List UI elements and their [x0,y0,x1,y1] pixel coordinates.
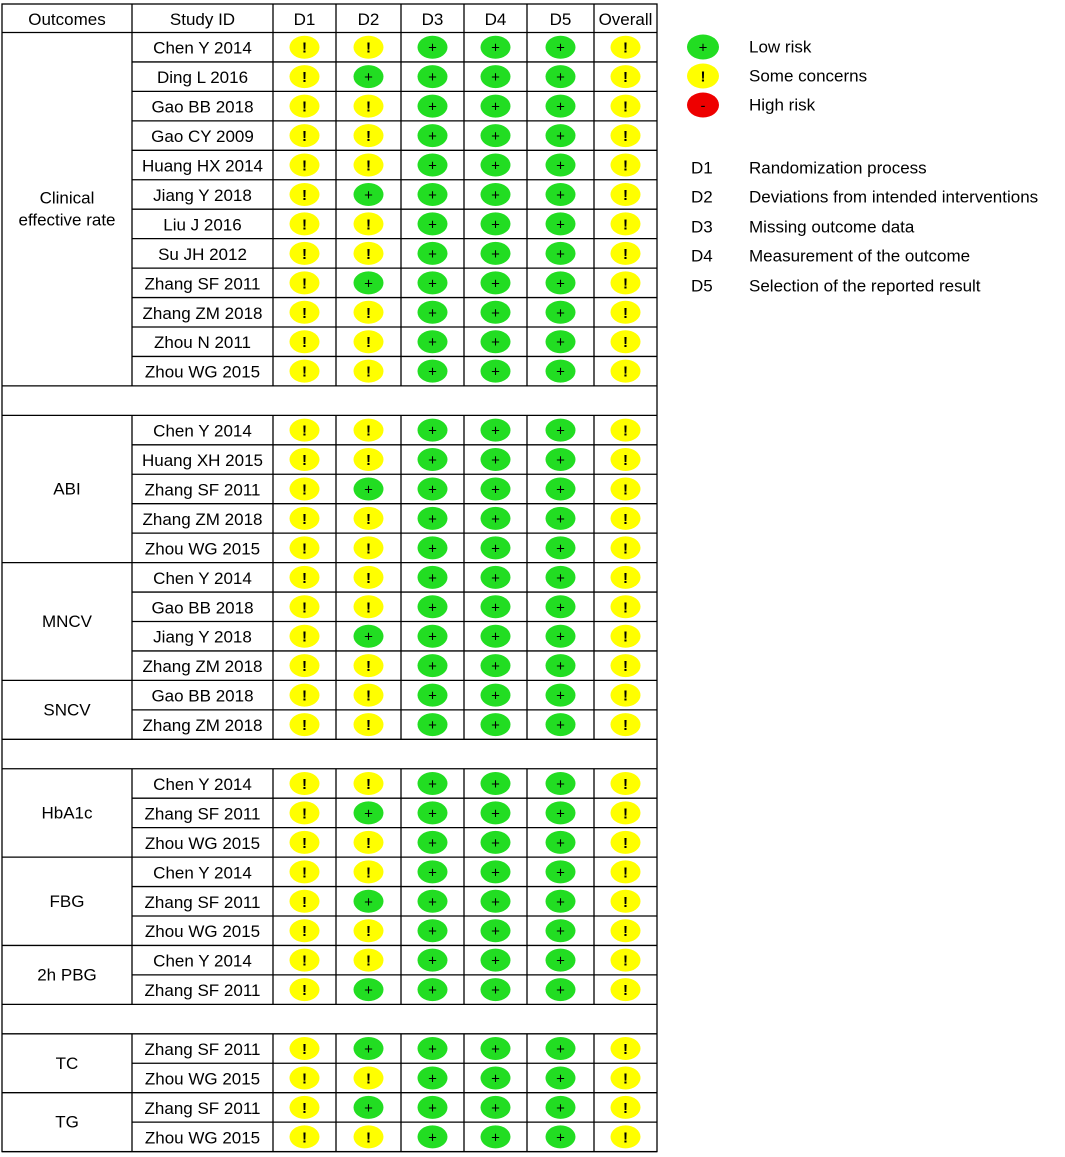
judgement-symbol: + [491,304,500,322]
legend [687,35,1038,296]
judgement-symbol: + [428,864,437,882]
judgement-symbol: + [491,422,500,440]
judgement-symbol: ! [623,834,628,852]
judgement-symbol: + [491,805,500,823]
legend-label-some: Some concerns [749,66,868,86]
judgement-symbol: ! [623,275,628,293]
legend-label-low: Low risk [749,37,812,57]
judgement-symbol: ! [302,334,307,352]
judgement-symbol: ! [623,216,628,234]
judgement-symbol: + [556,422,565,440]
judgement-symbol: + [556,805,565,823]
judgement-symbol: + [556,186,565,204]
judgement-symbol: ! [623,304,628,322]
judgement-symbol: + [491,1041,500,1059]
judgement-symbol: ! [623,982,628,1000]
legend-symbol: ! [700,68,706,86]
study-id-label: Gao BB 2018 [151,686,254,706]
judgement-symbol: ! [302,186,307,204]
judgement-symbol: + [364,982,373,1000]
judgement-symbol: ! [623,540,628,558]
judgement-symbol: + [491,1070,500,1088]
study-id-label: Zhou WG 2015 [144,362,261,382]
judgement-symbol: + [428,717,437,735]
outcome-group [2,563,657,681]
study-id-label: Zhang ZM 2018 [142,509,263,529]
column-header-overall: Overall [598,9,653,29]
column-header-d2: D2 [357,9,380,29]
judgement-symbol: + [556,157,565,175]
judgement-symbol: ! [366,540,371,558]
study-id-label: Zhou WG 2015 [144,1069,261,1089]
judgement-symbol: + [364,1099,373,1117]
judgement-symbol: ! [302,304,307,322]
outcome-group [2,857,657,945]
judgement-symbol: + [491,510,500,528]
judgement-symbol: + [491,658,500,676]
study-id-label: Chen Y 2014 [153,863,252,883]
judgement-symbol: + [491,1129,500,1147]
judgement-symbol: + [556,540,565,558]
judgement-symbol: + [491,363,500,381]
study-id-label: Chen Y 2014 [153,774,252,794]
study-id-label: Chen Y 2014 [153,568,252,588]
judgement-symbol: ! [623,481,628,499]
judgement-symbol: + [428,540,437,558]
judgement-symbol: + [556,864,565,882]
judgement-symbol: + [491,540,500,558]
judgement-symbol: + [556,717,565,735]
legend-domain-code: D4 [691,246,713,266]
outcome-group [2,1034,657,1093]
outcome-label: ABI [53,479,81,499]
judgement-symbol: + [364,186,373,204]
study-id-label: Zhang SF 2011 [144,1098,261,1118]
study-id-label: Zhang ZM 2018 [142,303,263,323]
legend-domain-code: D1 [691,158,713,178]
judgement-symbol: ! [366,599,371,617]
judgement-symbol: ! [302,510,307,528]
judgement-symbol: ! [302,717,307,735]
judgement-symbol: ! [366,952,371,970]
outcome-group [2,415,657,562]
judgement-symbol: ! [623,69,628,87]
judgement-symbol: + [556,363,565,381]
judgement-symbol: + [491,452,500,470]
judgement-symbol: ! [623,422,628,440]
outcome-label: FBG [49,891,85,911]
study-id-label: Zhang SF 2011 [144,1040,261,1060]
outcome-label: Clinical [39,188,95,208]
judgement-symbol: ! [623,39,628,57]
judgement-symbol: ! [623,1099,628,1117]
column-header-outcomes: Outcomes [28,9,106,29]
judgement-symbol: + [428,805,437,823]
judgement-symbol: + [556,628,565,646]
judgement-symbol: ! [366,363,371,381]
judgement-symbol: + [428,923,437,941]
judgement-symbol: ! [623,1041,628,1059]
judgement-symbol: + [428,1099,437,1117]
judgement-symbol: ! [302,1129,307,1147]
judgement-symbol: + [428,687,437,705]
judgement-symbol: ! [302,569,307,587]
judgement-symbol: + [556,452,565,470]
judgement-symbol: + [428,893,437,911]
judgement-symbol: ! [302,98,307,116]
judgement-symbol: ! [623,569,628,587]
judgement-symbol: ! [623,1070,628,1088]
judgement-symbol: + [428,452,437,470]
judgement-symbol: ! [366,216,371,234]
judgement-symbol: ! [302,982,307,1000]
judgement-symbol: + [428,1129,437,1147]
judgement-symbol: ! [623,952,628,970]
judgement-symbol: ! [366,775,371,793]
judgement-symbol: + [364,893,373,911]
judgement-symbol: + [556,334,565,352]
judgement-symbol: ! [302,245,307,263]
judgement-symbol: ! [302,952,307,970]
study-id-label: Gao CY 2009 [151,127,254,147]
judgement-symbol: + [428,599,437,617]
outcome-group [2,945,657,1004]
judgement-symbol: + [556,599,565,617]
judgement-symbol: + [491,923,500,941]
judgement-symbol: ! [366,834,371,852]
judgement-symbol: + [491,69,500,87]
legend-label-high: High risk [749,95,816,115]
judgement-symbol: + [428,245,437,263]
study-id-label: Gao BB 2018 [151,598,254,618]
study-id-label: Chen Y 2014 [153,38,252,58]
judgement-symbol: + [428,982,437,1000]
judgement-symbol: ! [623,687,628,705]
study-id-label: Zhang ZM 2018 [142,716,263,736]
judgement-symbol: ! [623,893,628,911]
judgement-symbol: + [428,128,437,146]
judgement-symbol: + [428,39,437,57]
judgement-symbol: + [491,186,500,204]
legend-domain-code: D2 [691,187,713,207]
judgement-symbol: + [491,98,500,116]
judgement-symbol: + [491,128,500,146]
judgement-symbol: ! [302,481,307,499]
outcome-label: SNCV [43,700,91,720]
judgement-symbol: + [428,510,437,528]
judgement-symbol: + [556,128,565,146]
risk-of-bias-table [2,4,657,1152]
judgement-symbol: ! [623,157,628,175]
judgement-symbol: ! [302,775,307,793]
judgement-symbol: ! [623,334,628,352]
study-id-label: Jiang Y 2018 [153,627,252,647]
judgement-symbol: ! [302,216,307,234]
judgement-symbol: + [428,628,437,646]
study-id-label: Jiang Y 2018 [153,185,252,205]
judgement-symbol: + [364,481,373,499]
legend-domain-code: D3 [691,217,713,237]
judgement-symbol: ! [302,39,307,57]
judgement-symbol: ! [623,245,628,263]
outcome-group [2,680,657,739]
judgement-symbol: + [491,864,500,882]
study-id-label: Zhang SF 2011 [144,981,261,1001]
judgement-symbol: ! [302,1041,307,1059]
judgement-symbol: ! [623,98,628,116]
judgement-symbol: + [556,481,565,499]
judgement-symbol: ! [623,864,628,882]
judgement-symbol: ! [302,864,307,882]
judgement-symbol: + [556,39,565,57]
judgement-symbol: ! [623,363,628,381]
judgement-symbol: + [556,1129,565,1147]
column-header-d4: D4 [484,9,507,29]
judgement-symbol: + [556,245,565,263]
judgement-symbol: + [428,1070,437,1088]
study-id-label: Zhou WG 2015 [144,833,261,853]
judgement-symbol: + [491,275,500,293]
legend-domain-label: Selection of the reported result [749,276,981,296]
judgement-symbol: + [428,275,437,293]
judgement-symbol: + [556,1041,565,1059]
judgement-symbol: ! [366,98,371,116]
judgement-symbol: ! [623,599,628,617]
judgement-symbol: ! [302,893,307,911]
legend-domain-label: Missing outcome data [749,217,915,237]
judgement-symbol: ! [366,864,371,882]
legend-domain-label: Measurement of the outcome [749,246,971,266]
judgement-symbol: + [491,687,500,705]
judgement-symbol: ! [366,569,371,587]
study-id-label: Huang HX 2014 [142,156,263,176]
judgement-symbol: ! [623,1129,628,1147]
judgement-symbol: + [428,834,437,852]
judgement-symbol: ! [302,1070,307,1088]
study-id-label: Chen Y 2014 [153,951,252,971]
judgement-symbol: ! [302,157,307,175]
legend-symbol: + [698,39,708,57]
judgement-symbol: ! [623,775,628,793]
outcome-group [2,769,657,857]
judgement-symbol: + [428,157,437,175]
judgement-symbol: + [556,569,565,587]
legend-domain-code: D5 [691,276,713,296]
judgement-symbol: + [556,275,565,293]
study-id-label: Zhang ZM 2018 [142,657,263,677]
study-id-label: Chen Y 2014 [153,421,252,441]
outcome-label: TG [55,1112,79,1132]
outcome-label: effective rate [18,210,116,230]
judgement-symbol: + [556,775,565,793]
judgement-symbol: + [556,893,565,911]
study-id-label: Zhang SF 2011 [144,804,261,824]
judgement-symbol: ! [302,923,307,941]
judgement-symbol: + [556,687,565,705]
legend-domain-label: Randomization process [749,158,927,178]
judgement-symbol: + [491,628,500,646]
judgement-symbol: ! [366,717,371,735]
judgement-symbol: + [364,275,373,293]
judgement-symbol: + [491,157,500,175]
judgement-symbol: ! [623,923,628,941]
judgement-symbol: + [428,334,437,352]
judgement-symbol: + [428,186,437,204]
judgement-symbol: ! [623,186,628,204]
judgement-symbol: + [491,834,500,852]
judgement-symbol: + [428,98,437,116]
study-id-label: Ding L 2016 [156,68,249,88]
outcome-label: MNCV [41,612,93,631]
legend-symbol: - [700,97,706,115]
judgement-symbol: + [364,1041,373,1059]
judgement-symbol: + [491,481,500,499]
judgement-symbol: + [491,599,500,617]
judgement-symbol: ! [623,628,628,646]
judgement-symbol: ! [366,687,371,705]
judgement-symbol: ! [366,39,371,57]
study-id-label: Zhang SF 2011 [144,892,261,912]
legend-domain-label: Deviations from intended interventions [749,187,1039,207]
judgement-symbol: ! [623,510,628,528]
judgement-symbol: ! [366,128,371,146]
judgement-symbol: ! [302,128,307,146]
outcome-label: HbA1c [41,803,93,823]
study-id-label: Su JH 2012 [158,244,247,264]
study-id-label: Zhang SF 2011 [144,274,261,294]
judgement-symbol: ! [366,510,371,528]
judgement-symbol: + [556,923,565,941]
judgement-symbol: ! [302,628,307,646]
judgement-symbol: + [556,216,565,234]
judgement-symbol: ! [302,422,307,440]
judgement-symbol: ! [366,422,371,440]
judgement-symbol: ! [366,1070,371,1088]
judgement-symbol: ! [623,128,628,146]
judgement-symbol: + [364,69,373,87]
outcome-group [2,33,657,386]
judgement-symbol: ! [302,1099,307,1117]
column-header-d3: D3 [421,9,444,29]
judgement-symbol: + [428,363,437,381]
judgement-symbol: ! [302,599,307,617]
outcome-group [2,1093,657,1152]
judgement-symbol: ! [302,658,307,676]
judgement-symbol: + [556,1070,565,1088]
judgement-symbol: + [491,334,500,352]
judgement-symbol: + [428,216,437,234]
judgement-symbol: + [428,69,437,87]
column-header-d5: D5 [549,9,572,29]
judgement-symbol: + [556,304,565,322]
judgement-symbol: + [491,893,500,911]
judgement-symbol: + [428,304,437,322]
judgement-symbol: ! [366,334,371,352]
column-header-d1: D1 [293,9,316,29]
judgement-symbol: + [556,982,565,1000]
study-id-label: Zhou WG 2015 [144,1128,261,1148]
judgement-symbol: ! [366,1129,371,1147]
judgement-symbol: + [491,216,500,234]
judgement-symbol: ! [302,69,307,87]
judgement-symbol: ! [302,363,307,381]
judgement-symbol: ! [623,658,628,676]
judgement-symbol: + [491,775,500,793]
judgement-symbol: ! [302,275,307,293]
judgement-symbol: + [556,69,565,87]
judgement-symbol: + [428,952,437,970]
column-header-study-id: Study ID [169,9,236,29]
outcome-label: TC [55,1053,79,1073]
judgement-symbol: ! [366,923,371,941]
judgement-symbol: ! [623,805,628,823]
judgement-symbol: ! [623,717,628,735]
judgement-symbol: + [491,982,500,1000]
judgement-symbol: ! [366,157,371,175]
judgement-symbol: + [428,422,437,440]
judgement-symbol: + [364,628,373,646]
judgement-symbol: + [428,658,437,676]
judgement-symbol: + [491,717,500,735]
judgement-symbol: + [428,775,437,793]
judgement-symbol: + [491,952,500,970]
judgement-symbol: + [556,834,565,852]
judgement-symbol: ! [302,540,307,558]
judgement-symbol: ! [302,834,307,852]
judgement-symbol: ! [623,452,628,470]
judgement-symbol: + [556,952,565,970]
judgement-symbol: ! [366,658,371,676]
judgement-symbol: + [556,510,565,528]
judgement-symbol: + [556,1099,565,1117]
judgement-symbol: ! [302,452,307,470]
judgement-symbol: + [491,245,500,263]
study-id-label: Zhang SF 2011 [144,480,261,500]
judgement-symbol: + [491,39,500,57]
judgement-symbol: + [428,569,437,587]
judgement-symbol: + [428,1041,437,1059]
judgement-symbol: ! [366,304,371,322]
judgement-symbol: ! [302,805,307,823]
study-id-label: Huang XH 2015 [142,451,263,471]
judgement-symbol: ! [302,687,307,705]
judgement-symbol: + [556,658,565,676]
judgement-symbol: + [364,805,373,823]
judgement-symbol: + [556,98,565,116]
study-id-label: Zhou WG 2015 [144,922,261,942]
study-id-label: Zhou N 2011 [153,333,252,353]
judgement-symbol: + [491,569,500,587]
study-id-label: Liu J 2016 [163,215,242,235]
outcome-label: 2h PBG [37,965,97,985]
judgement-symbol: ! [366,452,371,470]
judgement-symbol: ! [366,245,371,263]
judgement-symbol: + [428,481,437,499]
judgement-symbol: + [491,1099,500,1117]
study-id-label: Zhou WG 2015 [144,539,261,559]
study-id-label: Gao BB 2018 [151,97,254,117]
